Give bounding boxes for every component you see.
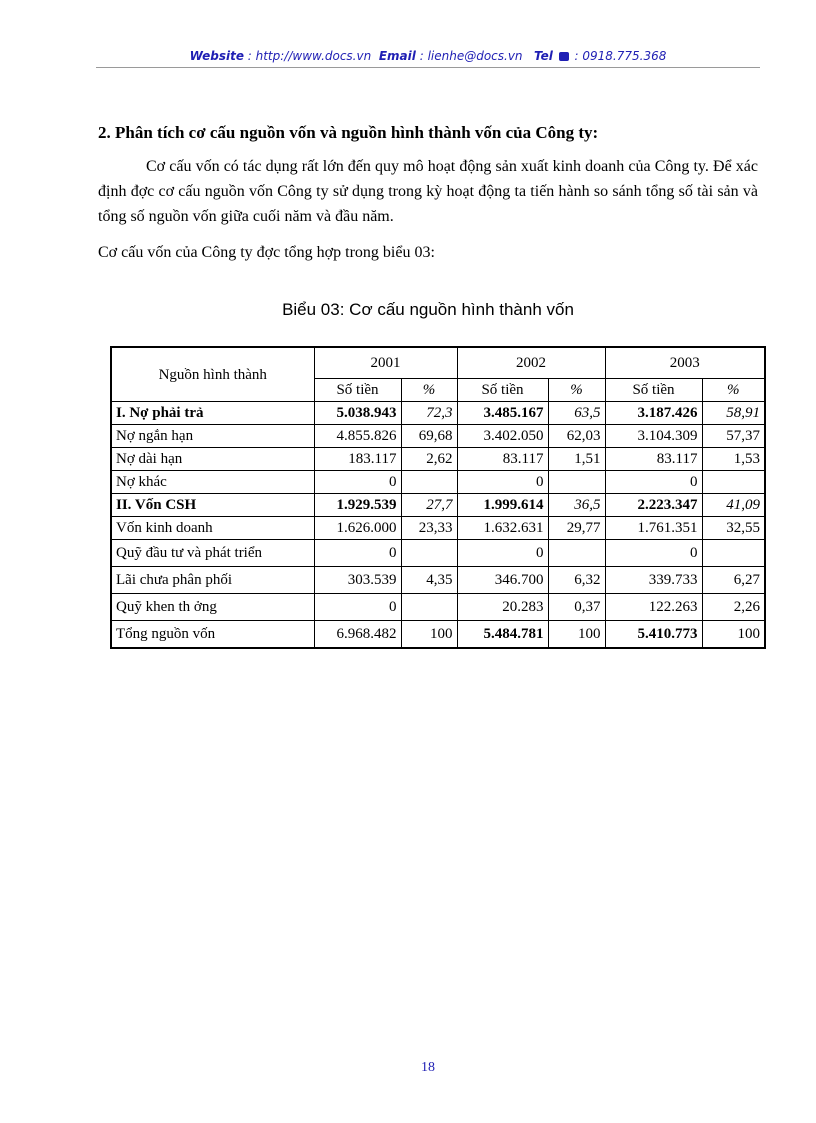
header-divider xyxy=(96,67,760,68)
percent-cell xyxy=(401,471,457,494)
percent-cell: 6,32 xyxy=(548,567,605,594)
amount-cell: 1.999.614 xyxy=(457,494,548,517)
amount-cell: 346.700 xyxy=(457,567,548,594)
amount-cell: 122.263 xyxy=(605,594,702,621)
column-header-year-2002: 2002 xyxy=(457,347,605,379)
amount-cell: 3.485.167 xyxy=(457,402,548,425)
amount-cell: 20.283 xyxy=(457,594,548,621)
amount-cell: 3.402.050 xyxy=(457,425,548,448)
percent-cell xyxy=(702,471,765,494)
website-link[interactable]: http://www.docs.vn xyxy=(255,49,372,63)
capital-structure-table xyxy=(110,346,766,649)
table-row xyxy=(111,402,765,425)
row-label: Quỹ khen th ởng xyxy=(111,594,314,621)
table-row xyxy=(111,494,765,517)
row-label: II. Vốn CSH xyxy=(111,494,314,517)
amount-cell: 2.223.347 xyxy=(605,494,702,517)
email-link[interactable]: lienhe@docs.vn xyxy=(427,49,523,63)
percent-cell: 23,33 xyxy=(401,517,457,540)
percent-cell: 58,91 xyxy=(702,402,765,425)
percent-cell: 62,03 xyxy=(548,425,605,448)
percent-cell: 41,09 xyxy=(702,494,765,517)
amount-cell: 0 xyxy=(605,471,702,494)
row-label: Nợ dài hạn xyxy=(111,448,314,471)
percent-cell xyxy=(702,540,765,567)
row-label: Tổng nguồn vốn xyxy=(111,621,314,649)
column-header-amount: Số tiền xyxy=(605,379,702,402)
amount-cell: 6.968.482 xyxy=(314,621,401,649)
table-row xyxy=(111,425,765,448)
amount-cell: 5.410.773 xyxy=(605,621,702,649)
row-label: Nợ ngắn hạn xyxy=(111,425,314,448)
column-header-amount: Số tiền xyxy=(457,379,548,402)
intro-paragraph: Cơ cấu vốn có tác dụng rất lớn đến quy mô hoạt động sản xuất kinh doanh của Công ty. Để xác định đợc cơ cấu nguồn vốn Công ty sử dụng trong kỳ hoạt động ta tiến hành so sánh tổng số tài sản và tổng số nguồn vốn giữa cuối năm và đầu năm. xyxy=(98,158,758,225)
column-header-year-2001: 2001 xyxy=(314,347,457,379)
amount-cell: 5.484.781 xyxy=(457,621,548,649)
phone-icon xyxy=(559,52,569,61)
table-header-years xyxy=(111,347,765,379)
row-label: Vốn kinh doanh xyxy=(111,517,314,540)
email-separator: : xyxy=(415,49,428,63)
table-row-total xyxy=(111,621,765,649)
table-caption: Biểu 03: Cơ cấu nguồn hình thành vốn xyxy=(282,300,574,319)
amount-cell: 339.733 xyxy=(605,567,702,594)
website-separator: : xyxy=(243,49,256,63)
table-row xyxy=(111,567,765,594)
amount-cell: 0 xyxy=(314,540,401,567)
percent-cell: 1,53 xyxy=(702,448,765,471)
page-number: 18 xyxy=(421,1060,435,1075)
table-row xyxy=(111,471,765,494)
amount-cell: 1.761.351 xyxy=(605,517,702,540)
percent-cell: 100 xyxy=(702,621,765,649)
column-header-percent: % xyxy=(702,379,765,402)
amount-cell: 0 xyxy=(457,540,548,567)
amount-cell: 1.929.539 xyxy=(314,494,401,517)
percent-cell: 1,51 xyxy=(548,448,605,471)
percent-cell: 6,27 xyxy=(702,567,765,594)
percent-cell: 2,62 xyxy=(401,448,457,471)
column-header-year-2003: 2003 xyxy=(605,347,765,379)
amount-cell: 4.855.826 xyxy=(314,425,401,448)
tel-label: Tel xyxy=(534,49,553,63)
amount-cell: 1.626.000 xyxy=(314,517,401,540)
row-label: Nợ khác xyxy=(111,471,314,494)
percent-cell: 36,5 xyxy=(548,494,605,517)
percent-cell: 100 xyxy=(401,621,457,649)
amount-cell: 83.117 xyxy=(457,448,548,471)
table-row xyxy=(111,540,765,567)
percent-cell: 32,55 xyxy=(702,517,765,540)
table-row xyxy=(111,448,765,471)
page-header xyxy=(96,48,760,64)
amount-cell: 0 xyxy=(314,471,401,494)
percent-cell: 63,5 xyxy=(548,402,605,425)
percent-cell: 57,37 xyxy=(702,425,765,448)
percent-cell: 4,35 xyxy=(401,567,457,594)
column-header-source: Nguồn hình thành xyxy=(111,347,314,402)
column-header-amount: Số tiền xyxy=(314,379,401,402)
amount-cell: 3.104.309 xyxy=(605,425,702,448)
table-row xyxy=(111,517,765,540)
section-heading: 2. Phân tích cơ cấu nguồn vốn và nguồn hình thành vốn của Công ty: xyxy=(98,123,599,142)
percent-cell xyxy=(401,540,457,567)
column-header-percent: % xyxy=(401,379,457,402)
percent-cell: 69,68 xyxy=(401,425,457,448)
tel-value: 0918.775.368 xyxy=(582,49,667,63)
row-label: Lãi chưa phân phối xyxy=(111,567,314,594)
amount-cell: 0 xyxy=(605,540,702,567)
table-reference-paragraph: Cơ cấu vốn của Công ty đợc tổng hợp trong biểu 03: xyxy=(98,244,435,261)
percent-cell xyxy=(401,594,457,621)
percent-cell: 27,7 xyxy=(401,494,457,517)
row-label: Quỹ đầu tư và phát triển xyxy=(111,540,314,567)
amount-cell: 1.632.631 xyxy=(457,517,548,540)
amount-cell: 183.117 xyxy=(314,448,401,471)
percent-cell: 29,77 xyxy=(548,517,605,540)
percent-cell xyxy=(548,471,605,494)
column-header-percent: % xyxy=(548,379,605,402)
email-label: Email xyxy=(378,49,416,63)
row-label: I. Nợ phải trả xyxy=(111,402,314,425)
table-row xyxy=(111,594,765,621)
website-label: Website xyxy=(189,49,244,63)
amount-cell: 303.539 xyxy=(314,567,401,594)
percent-cell: 100 xyxy=(548,621,605,649)
amount-cell: 0 xyxy=(314,594,401,621)
tel-separator: : xyxy=(570,49,583,63)
amount-cell: 0 xyxy=(457,471,548,494)
percent-cell xyxy=(548,540,605,567)
amount-cell: 3.187.426 xyxy=(605,402,702,425)
amount-cell: 5.038.943 xyxy=(314,402,401,425)
percent-cell: 72,3 xyxy=(401,402,457,425)
percent-cell: 2,26 xyxy=(702,594,765,621)
amount-cell: 83.117 xyxy=(605,448,702,471)
percent-cell: 0,37 xyxy=(548,594,605,621)
